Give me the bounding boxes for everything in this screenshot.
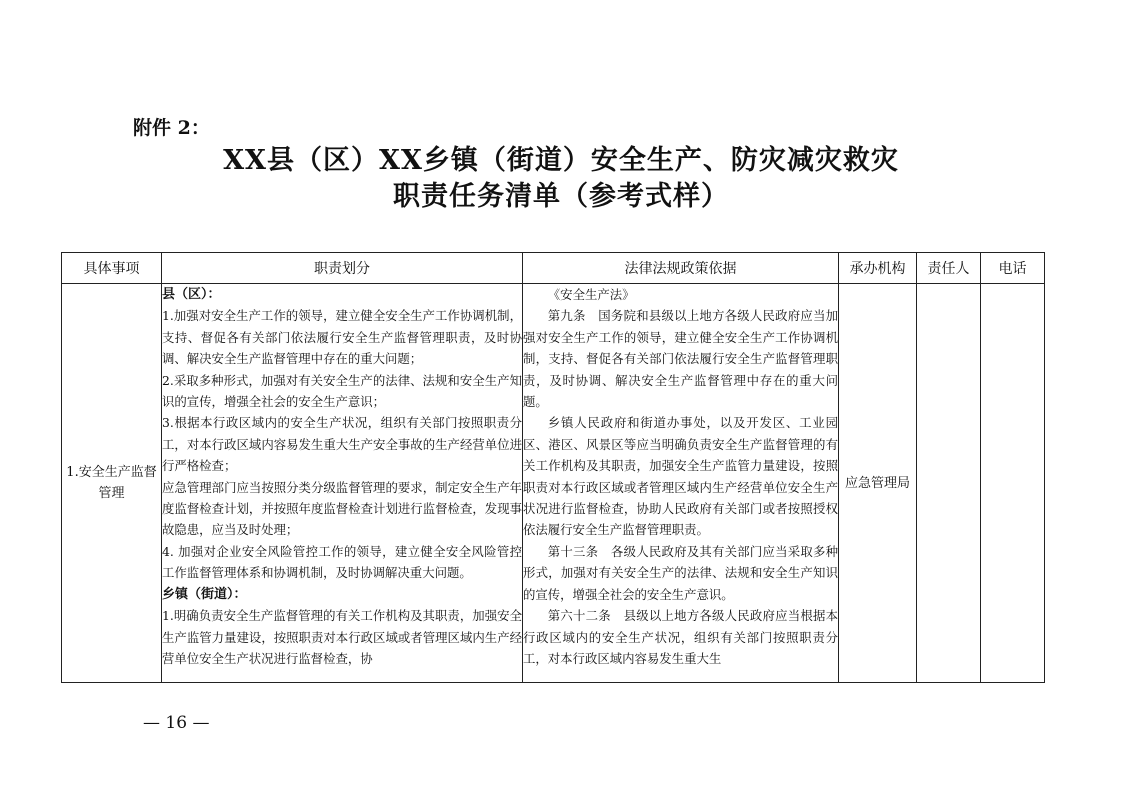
law-book-title: 《安全生产法》 — [547, 287, 635, 302]
document-title-line-1: XX县（区）XX乡镇（街道）安全生产、防灾减灾救灾 — [223, 145, 899, 176]
responsibility-table — [61, 252, 1045, 683]
page-number: — 16 — — [143, 713, 210, 733]
cell-phone — [981, 284, 1045, 683]
header-item: 具体事项 — [62, 253, 162, 284]
duty-county-item: 应急管理部门应当按照分类分级监督管理的要求，制定安全生产年度监督检查计划，并按照年度监督检查计划进行监督检查，发现事故隐患，应当及时处理； — [162, 479, 522, 538]
table-row — [62, 284, 1045, 683]
law-paragraph: 乡镇人民政府和街道办事处，以及开发区、工业园区、港区、风景区等应当明确负责安全生产监督管理的有关工作机构及其职责，加强安全生产监管力量建设，按照职责对本行政区域或者管理区域内生产经营单位安全生产状况进行监督检查，协助人民政府有关部门或者按照授权依法履行安全生产监督管理职责。 — [523, 415, 838, 538]
duty-town-heading: 乡镇（街道）： — [162, 586, 247, 602]
law-paragraph: 第六十二条 县级以上地方各级人民政府应当根据本行政区域内的安全生产状况，组织有关部门按照职责分工，对本行政区域内容易发生重大生 — [523, 608, 838, 666]
cell-person — [917, 284, 981, 683]
header-duty: 职责划分 — [162, 253, 523, 284]
table-header-row — [62, 253, 1045, 284]
cell-org: 应急管理局 — [839, 284, 917, 683]
cell-duty — [162, 284, 523, 683]
attachment-label: 附件 2： — [133, 117, 210, 139]
duty-county-item: 3.根据本行政区域内的安全生产状况，组织有关部门按照职责分工，对本行政区域内容易发生重大生产安全事故的生产经营单位进行严格检查； — [162, 415, 522, 474]
header-org: 承办机构 — [839, 253, 917, 284]
law-paragraph: 第九条 国务院和县级以上地方各级人民政府应当加强对安全生产工作的领导，建立健全安全生产工作协调机制，支持、督促各有关部门依法履行安全生产监督管理职责，及时协调、解决安全生产监督管理中存在的重大问题。 — [523, 308, 838, 410]
law-paragraph: 第十三条 各级人民政府及其有关部门应当采取多种形式，加强对有关安全生产的法律、法规和安全生产知识的宣传，增强全社会的安全生产意识。 — [523, 543, 838, 602]
header-phone: 电话 — [981, 253, 1045, 284]
document-title-line-2: 职责任务清单（参考式样） — [393, 181, 729, 212]
cell-item: 1.安全生产监督管理 — [62, 284, 162, 683]
cell-law — [523, 284, 839, 683]
header-person: 责任人 — [917, 253, 981, 284]
duty-county-item: 2.采取多种形式，加强对有关安全生产的法律、法规和安全生产知识的宣传，增强全社会的安全生产意识； — [162, 372, 522, 410]
duty-county-heading: 县（区）： — [162, 287, 221, 302]
duty-county-item: 4. 加强对企业安全风险管控工作的领导，建立健全安全风险管控工作监督管理体系和协调机制，及时协调解决重大问题。 — [162, 543, 522, 581]
duty-county-item: 1.加强对安全生产工作的领导，建立健全安全生产工作协调机制，支持、督促各有关部门依法履行安全生产监督管理职责，及时协调、解决安全生产监督管理中存在的重大问题； — [162, 308, 522, 367]
duty-town-item: 1.明确负责安全生产监督管理的有关工作机构及其职责，加强安全生产监管力量建设，按照职责对本行政区域或者管理区域内生产经营单位安全生产状况进行监督检查，协 — [162, 608, 522, 666]
header-law: 法律法规政策依据 — [523, 253, 839, 284]
